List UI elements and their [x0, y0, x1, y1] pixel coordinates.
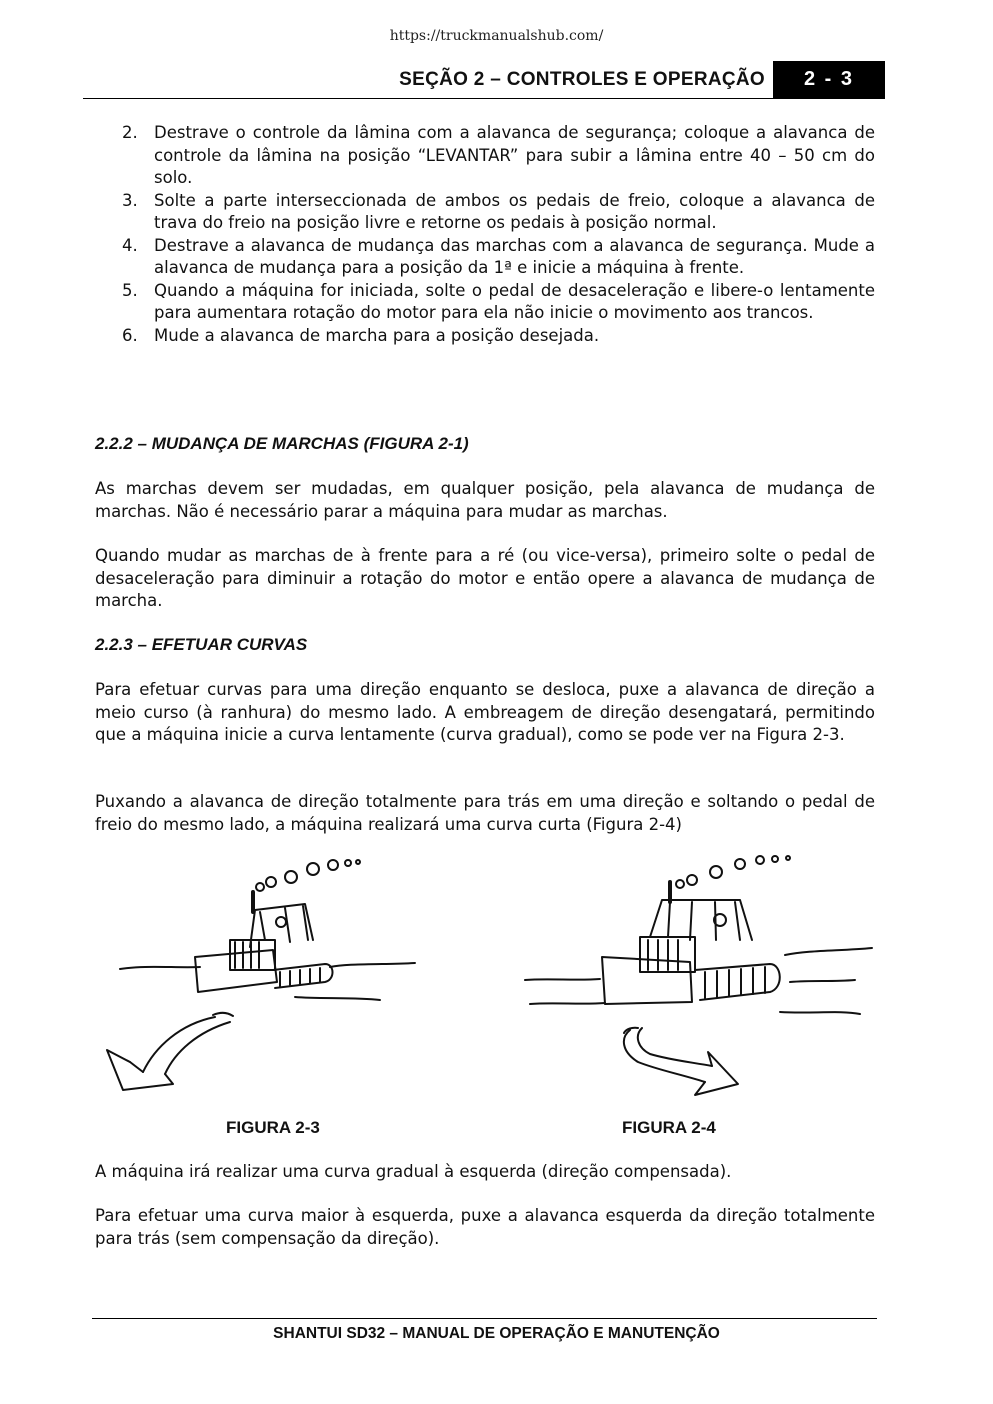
step-item: [95, 280, 875, 325]
figure-sharp-turn-illustration: [520, 852, 875, 1097]
step-item: [95, 122, 875, 190]
figure-gradual-turn-illustration: [95, 852, 425, 1097]
source-url: https://truckmanualshub.com/: [389, 28, 604, 44]
heading-turning: 2.2.3 – EFETUAR CURVAS: [95, 635, 308, 654]
paragraph-gear-1: As marchas devem ser mudadas, em qualquer posição, pela alavanca de mudança de marchas. Não é necessário parar a máquina para mudar as marchas.: [95, 479, 875, 521]
paragraph-gradual-left: A máquina irá realizar uma curva gradual à esquerda (direção compensada).: [95, 1162, 732, 1181]
step-text: Destrave a alavanca de mudança das marchas com a alavanca de segurança. Mude a alavanca de mudança para a posição da 1ª e inicie a máquina à frente.: [154, 235, 875, 277]
step-item: [95, 190, 875, 235]
step-text: Mude a alavanca de marcha para a posição desejada.: [154, 325, 600, 345]
step-item: [95, 235, 875, 280]
paragraph-sharp-left: Para efetuar uma curva maior à esquerda, puxe a alavanca esquerda da direção totalmente para trás (sem compensação da direção).: [95, 1206, 875, 1248]
paragraph-turning-1: Para efetuar curvas para uma direção enquanto se desloca, puxe a alavanca de direção a meio curso (à ranhura) do mesmo lado. A embreagem de direção desengatará, permitindo que a máquina inicie a curva lentamente (curva gradual), como se pode ver na Figura 2-3.: [95, 680, 875, 744]
section-title: SEÇÃO 2 – CONTROLES E OPERAÇÃO: [399, 69, 765, 90]
paragraph-turning-2: Puxando a alavanca de direção totalmente para trás em uma direção e soltando o pedal de freio do mesmo lado, a máquina realizará uma curva curta (Figura 2-4): [95, 792, 875, 834]
footer-divider: [92, 1318, 877, 1319]
heading-gear-shifting: 2.2.2 – MUDANÇA DE MARCHAS (FIGURA 2-1): [95, 434, 469, 453]
step-number: 2.: [122, 123, 138, 142]
step-number: 5.: [122, 280, 138, 300]
page-number: 2 - 3: [773, 61, 885, 98]
paragraph-gear-2: Quando mudar as marchas de à frente para a ré (ou vice-versa), primeiro solte o pedal de desaceleração para diminuir a rotação do motor e então opere a alavanca de mudança de marcha.: [95, 546, 875, 610]
procedure-steps: [95, 122, 875, 347]
step-number: 6.: [122, 325, 138, 345]
figure-2-3-caption: FIGURA 2-3: [226, 1118, 320, 1137]
step-text: Solte a parte interseccionada de ambos os pedais de freio, coloque a alavanca de trava do freio na posição livre e retorne os pedais à posição normal.: [154, 190, 875, 232]
step-number: 3.: [122, 190, 138, 210]
step-item: [95, 325, 875, 348]
page-footer: SHANTUI SD32 – MANUAL DE OPERAÇÃO E MANUTENÇÃO: [273, 1325, 720, 1342]
figure-2-4-caption: FIGURA 2-4: [622, 1118, 716, 1137]
page-header: [83, 61, 885, 99]
step-text: Destrave o controle da lâmina com a alavanca de segurança; coloque a alavanca de controle da lâmina na posição “LEVANTAR” para subir a lâmina entre 40 – 50 cm do solo.: [154, 123, 875, 187]
step-text: Quando a máquina for iniciada, solte o pedal de desaceleração e libere-o lentamente para aumentara rotação do motor para ela não inicie o movimento aos trancos.: [154, 280, 875, 322]
step-number: 4.: [122, 235, 138, 255]
